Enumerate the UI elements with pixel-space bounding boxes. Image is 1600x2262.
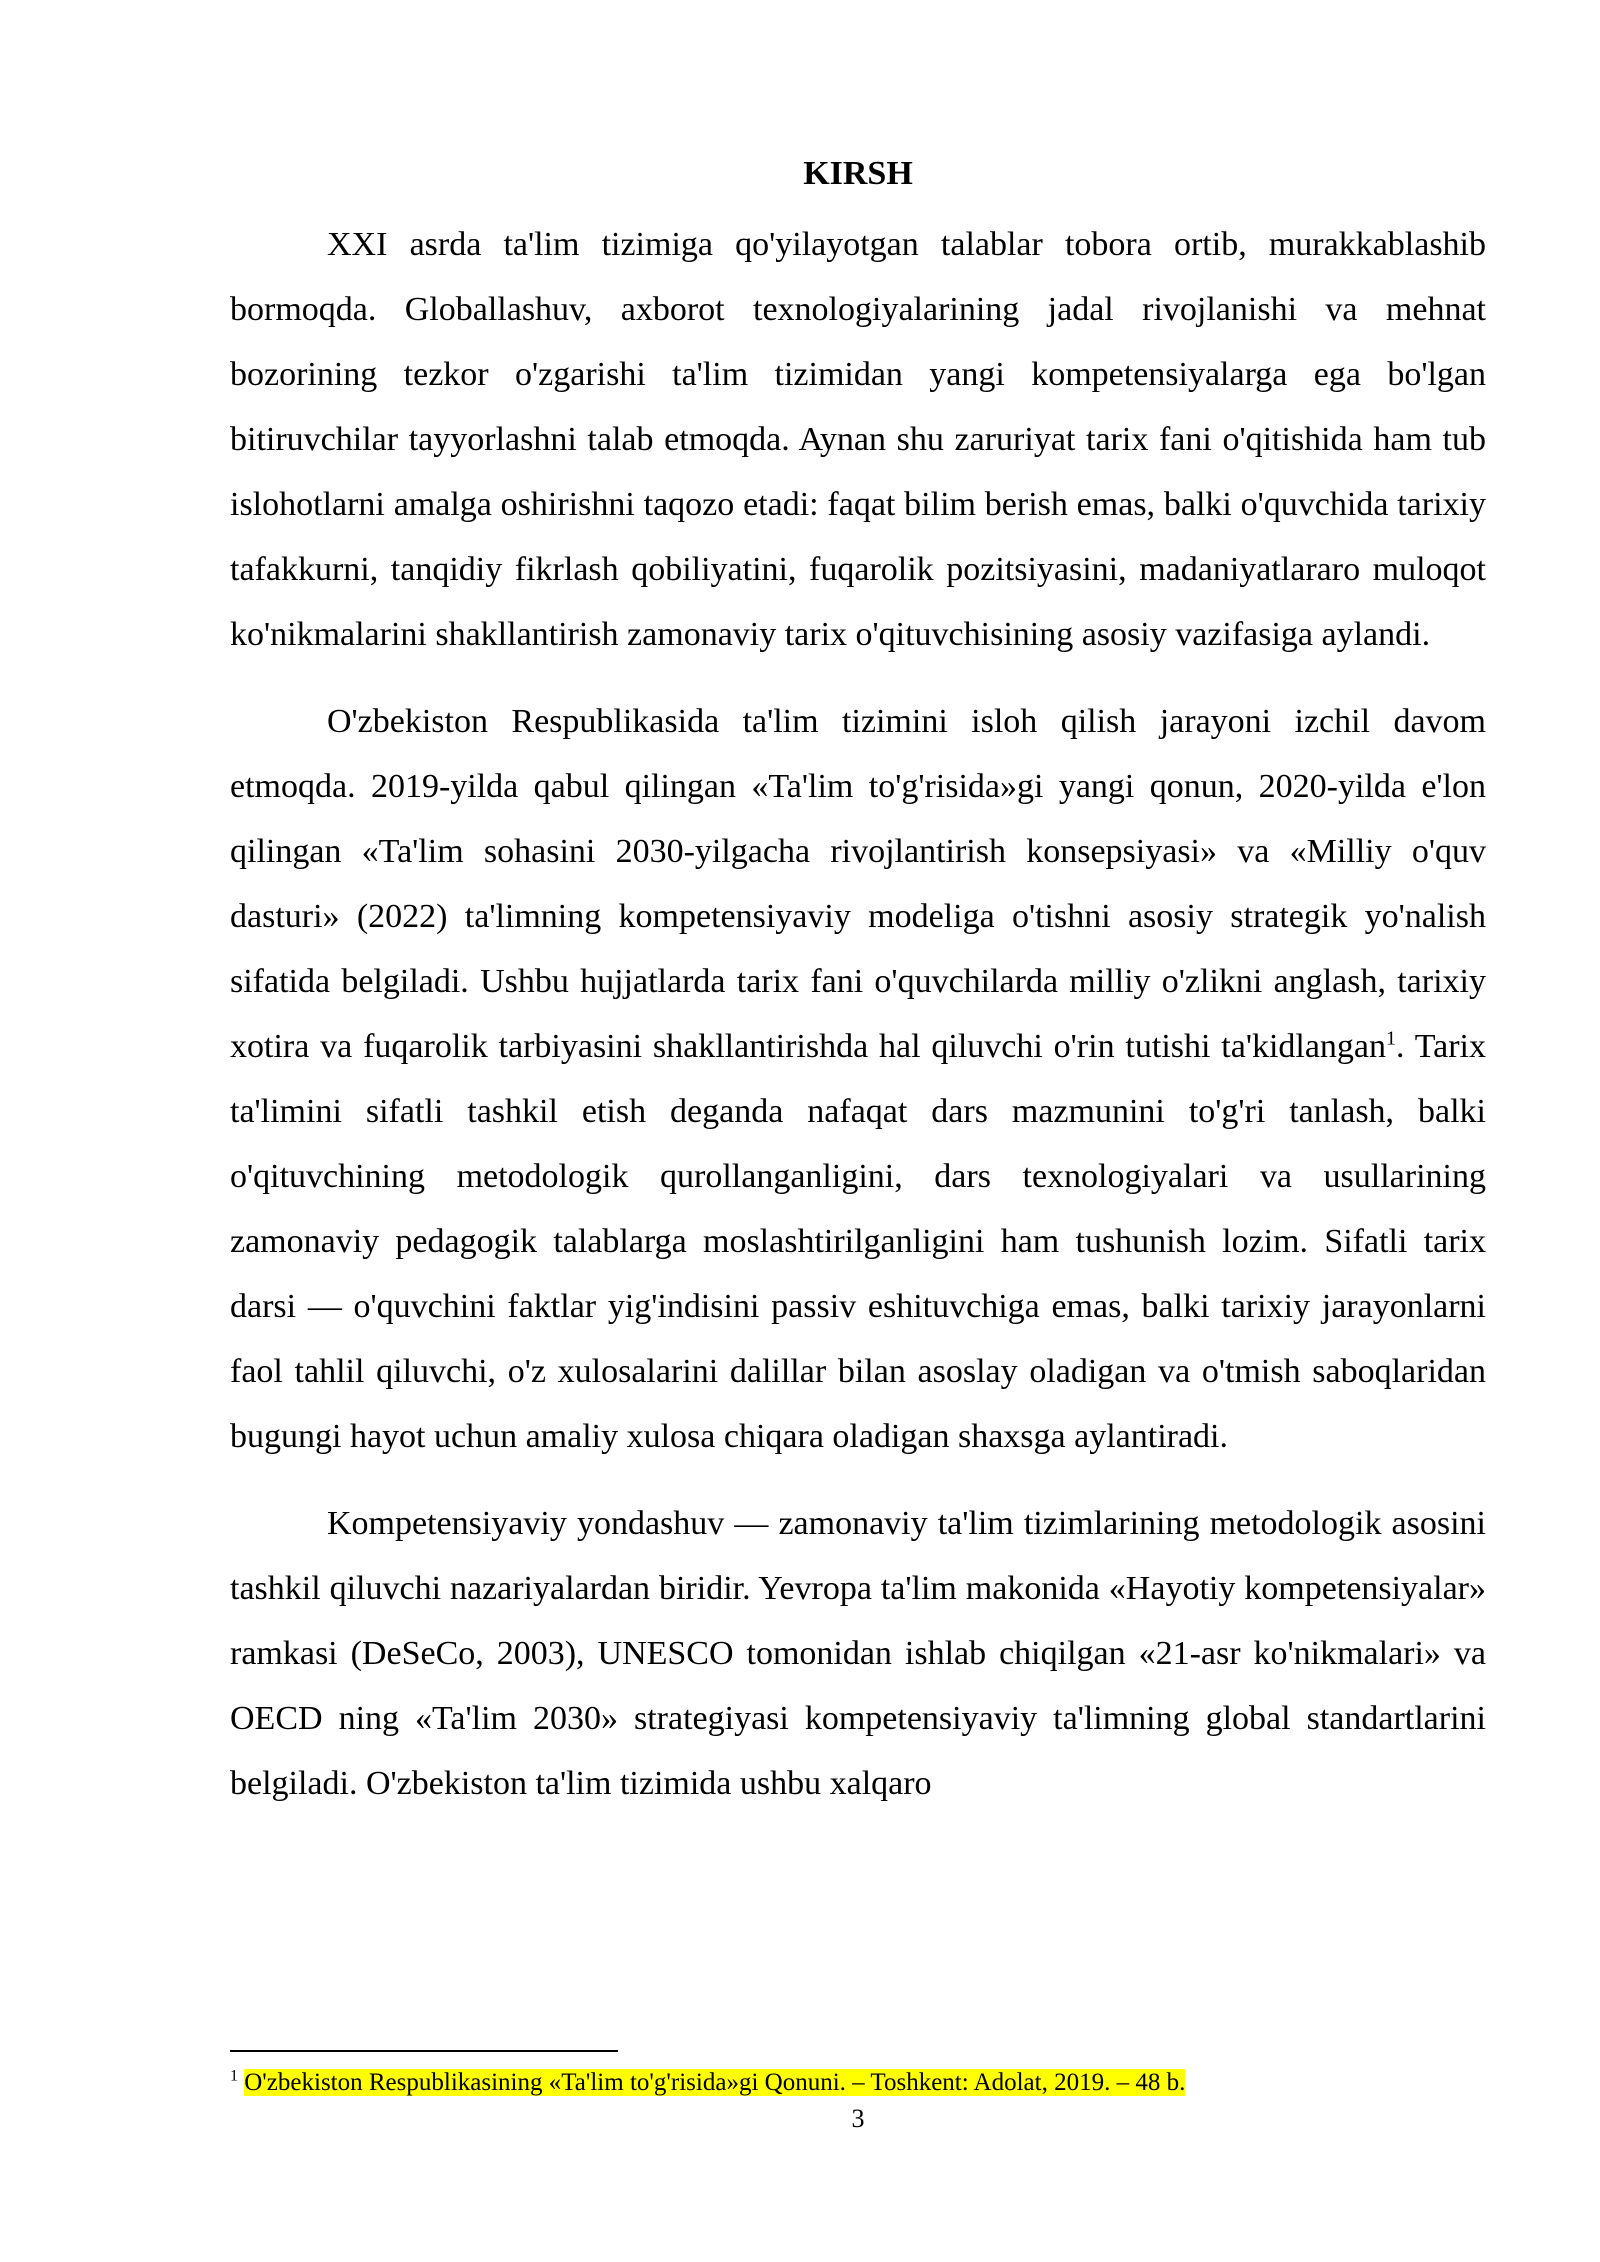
body-text bbox=[230, 212, 1486, 1838]
paragraph-2-text-after-note: . Tarix ta'limini sifatli tashkil etish deganda nafaqat dars mazmunini to'g'ri tanlash, balki o'qituvchining metodologik qurollanganligini, dars texnologiyalari va usullarining zamonaviy pedagogik talablarga moslashtirilganligini ham tushunish lozim. Sifatli tarix darsi — o'quvchini faktlar yig'indisini passiv eshituvchiga emas, balki tarixiy jarayonlarni faol tahlil qiluvchi, o'z xulosalarini dalillar bilan asoslay oladigan va o'tmish saboqlaridan bugungi hayot uchun amaliy xulosa chiqara oladigan shaxsga aylantiradi. bbox=[230, 1028, 1486, 1455]
footnote-reference: 1 bbox=[1386, 1027, 1397, 1050]
page-number: 3 bbox=[851, 2104, 865, 2133]
footnote-text: O'zbekiston Respublikasining «Ta'lim to'g'risida»gi Qonuni. – Toshkent: Adolat, 2019. – 48 b. bbox=[244, 2069, 1186, 2096]
paragraph-3: Kompetensiyaviy yondashuv — zamonaviy ta'lim tizimlarining metodologik asosini tashkil qiluvchi nazariyalardan biridir. Yevropa ta'lim makonida «Hayotiy kompetensiyalar» ramkasi (DeSeCo, 2003), UNESCO tomonidan ishlab chiqilgan «21-asr ko'nikmalari» va OECD ning «Ta'lim 2030» strategiyasi kompetensiyaviy ta'limning global standartlarini belgiladi. O'zbekiston ta'lim tizimida ushbu xalqaro bbox=[230, 1505, 1486, 1802]
footnote-separator bbox=[230, 2050, 618, 2052]
paragraph-2 bbox=[230, 689, 1486, 1469]
paragraph-1: XXI asrda ta'lim tizimiga qo'yilayotgan talablar tobora ortib, murakkablashib bormoqda. Globallashuv, axborot texnologiyalarining jadal rivojlanishi va mehnat bozorining tezkor o'zgarishi ta'lim tizimidan yangi kompetensiyalarga ega bo'lgan bitiruvchilar tayyorlashni talab etmoqda. Aynan shu zaruriyat tarix fani o'qitishida ham tub islohotlarni amalga oshirishni taqozo etadi: faqat bilim berish emas, balki o'quvchida tarixiy tafakkurni, tanqidiy fikrlash qobiliyatini, fuqarolik pozitsiyasini, madaniyatlararo muloqot ko'nikmalarini shakllantirish zamonaviy tarix o'qituvchisining asosiy vazifasiga aylandi. bbox=[230, 226, 1486, 653]
paragraph-2-text-before-note: O'zbekiston Respublikasida ta'lim tizimini isloh qilish jarayoni izchil davom etmoqda. 2019-yilda qabul qilingan «Ta'lim to'g'risida»gi yangi qonun, 2020-yilda e'lon qilingan «Ta'lim sohasini 2030-yilgacha rivojlantirish konsepsiyasi» va «Milliy o'quv dasturi» (2022) ta'limning kompetensiyaviy modeliga o'tishni asosiy strategik yo'nalish sifatida belgiladi. Ushbu hujjatlarda tarix fani o'quvchilarda milliy o'zlikni anglash, tarixiy xotira va fuqarolik tarbiyasini shakllantirishda hal qiluvchi o'rin tutishi ta'kidlangan bbox=[230, 703, 1486, 1065]
section-heading: KIRSH bbox=[803, 155, 913, 192]
footnote bbox=[230, 2066, 1486, 2100]
footnote-mark: 1 bbox=[230, 2067, 238, 2085]
